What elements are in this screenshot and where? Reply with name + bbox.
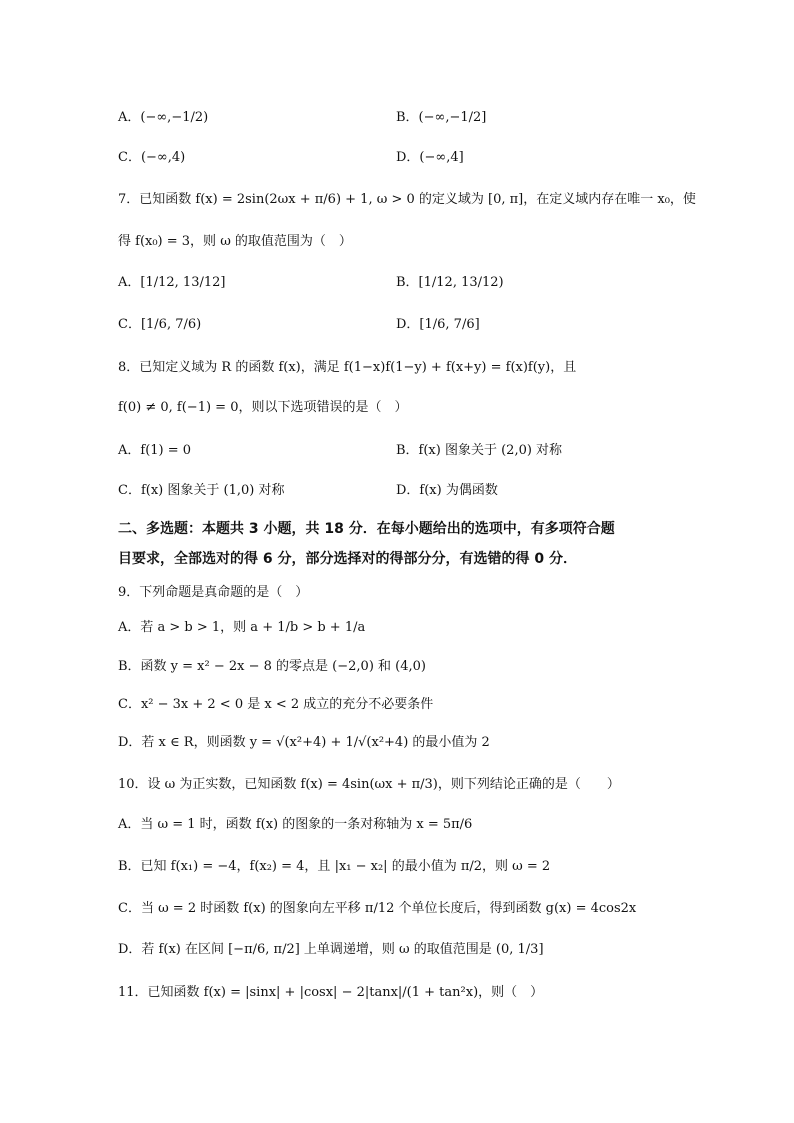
q10-option-a: A．当 ω = 1 时，函数 f(x) 的图象的一条对称轴为 x = 5π/6 xyxy=(118,817,473,832)
q7-option-d: D．[1/6, 7/6] xyxy=(396,317,480,332)
q7-stem-line2: 得 f(x₀) = 3，则 ω 的取值范围为（ ） xyxy=(118,234,352,249)
q8-option-a: A．f(1) = 0 xyxy=(118,443,192,458)
q10-option-c: C．当 ω = 2 时函数 f(x) 的图象向左平移 π/12 个单位长度后，得到函数 g(x) = 4cos2x xyxy=(118,901,637,916)
q8-option-c: C．f(x) 图象关于 (1,0) 对称 xyxy=(118,483,285,498)
q6-option-d: D．(−∞,4] xyxy=(396,150,464,165)
section-heading-line2: 目要求，全部选对的得 6 分，部分选择对的得部分分，有选错的得 0 分． xyxy=(118,551,577,567)
section-heading-line1: 二、多选题：本题共 3 小题，共 18 分．在每小题给出的选项中，有多项符合题 xyxy=(118,521,615,537)
q9-option-a: A．若 a > b > 1，则 a + 1/b > b + 1/a xyxy=(118,620,366,635)
q6-option-c: C．(−∞,4) xyxy=(118,150,186,165)
q9-stem: 9．下列命题是真命题的是（ ） xyxy=(118,585,309,600)
q10-stem: 10．设 ω 为正实数，已知函数 f(x) = 4sin(ωx + π/3)，则下列结论正确的是（ ） xyxy=(118,777,620,792)
q7-option-a: A．[1/12, 13/12] xyxy=(118,275,226,290)
q11-stem: 11．已知函数 f(x) = |sinx| + |cosx| − 2|tanx|/(1 + tan²x)，则（ ） xyxy=(118,985,544,1000)
q6-option-a: A．(−∞,−1/2) xyxy=(118,110,209,125)
q10-option-d: D．若 f(x) 在区间 [−π/6, π/2] 上单调递增，则 ω 的取值范围是 (0, 1/3] xyxy=(118,942,544,957)
q10-option-b: B．已知 f(x₁) = −4，f(x₂) = 4，且 |x₁ − x₂| 的最小值为 π/2，则 ω = 2 xyxy=(118,859,551,874)
q8-stem-line2: f(0) ≠ 0, f(−1) = 0，则以下选项错误的是（ ） xyxy=(118,400,408,415)
q7-option-c: C．[1/6, 7/6) xyxy=(118,317,202,332)
q6-option-b: B．(−∞,−1/2] xyxy=(396,110,487,125)
q9-option-c: C．x² − 3x + 2 < 0 是 x < 2 成立的充分不必要条件 xyxy=(118,697,434,712)
q9-option-b: B．函数 y = x² − 2x − 8 的零点是 (−2,0) 和 (4,0) xyxy=(118,659,426,674)
q7-option-b: B．[1/12, 13/12) xyxy=(396,275,504,290)
q8-stem-line1: 8．已知定义域为 R 的函数 f(x)，满足 f(1−x)f(1−y) + f(x+y) = f(x)f(y)，且 xyxy=(118,360,577,375)
q9-option-d: D．若 x ∈ R，则函数 y = √(x²+4) + 1/√(x²+4) 的最小值为 2 xyxy=(118,735,490,750)
q8-option-d: D．f(x) 为偶函数 xyxy=(396,483,498,498)
q7-stem-line1: 7．已知函数 f(x) = 2sin(2ωx + π/6) + 1, ω > 0 的定义域为 [0, π]，在定义域内存在唯一 x₀，使 xyxy=(118,192,696,207)
q8-option-b: B．f(x) 图象关于 (2,0) 对称 xyxy=(396,443,563,458)
